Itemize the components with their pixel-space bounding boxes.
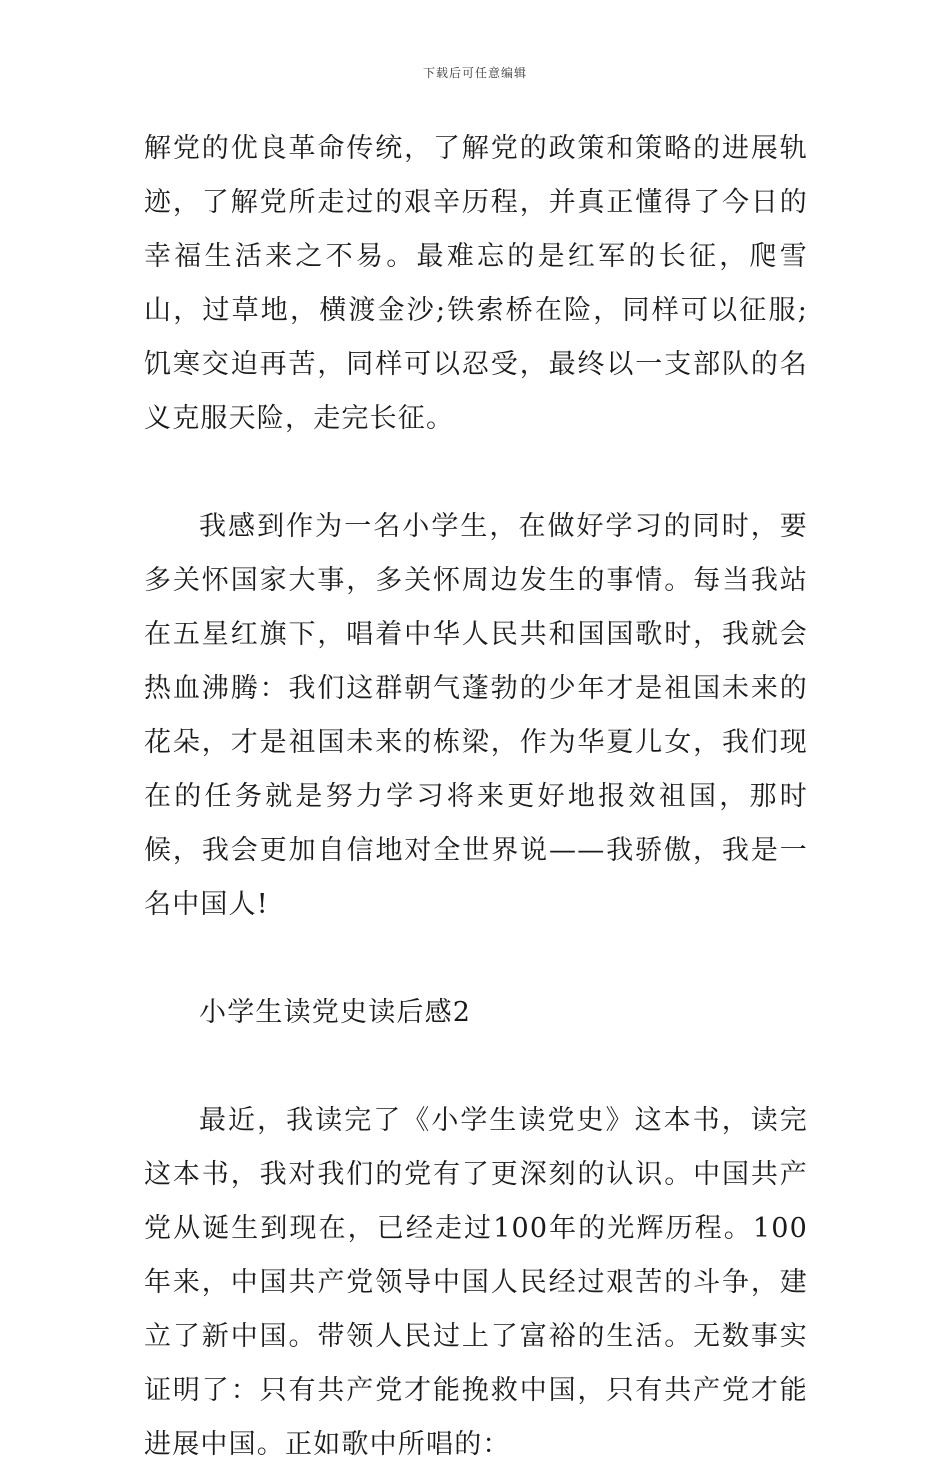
paragraph-student-reflection: 我感到作为一名小学生，在做好学习的同时，要多关怀国家大事，多关怀周边发生的事情。每当我站在五星红旗下，唱着中华人民共和国国歌时，我就会热血沸腾：我们这群朝气蓬勃的少年才是祖国未来的花朵，才是祖国未来的栋梁，作为华夏儿女，我们现在的任务就是努力学习将来更好地报效祖国，那时候，我会更加自信地对全世界说——我骄傲，我是一名中国人! (144, 511, 808, 920)
paragraph-spacer (144, 446, 808, 500)
header-note: 下载后可任意编辑 (422, 66, 527, 80)
paragraph-spacer (144, 932, 808, 986)
paragraph-spacer (144, 1040, 808, 1094)
document-body (144, 122, 808, 1472)
paragraph-reading-party-history: 最近，我读完了《小学生读党史》这本书，读完这本书，我对我们的党有了更深刻的认识。中国共产党从诞生到现在，已经走过100年的光辉历程。100年来，中国共产党领导中国人民经过艰苦的斗争，建立了新中国。带领人民过上了富裕的生活。无数事实证明了：只有共产党才能挽救中国，只有共产党才能进展中国。正如歌中所唱的： (144, 1105, 808, 1460)
paragraph-continuation: 解党的优良革命传统，了解党的政策和策略的进展轨迹，了解党所走过的艰辛历程，并真正懂得了今日的幸福生活来之不易。最难忘的是红军的长征，爬雪山，过草地，横渡金沙;铁索桥在险，同样可以征服;饥寒交迫再苦，同样可以忍受，最终以一支部队的名义克服天险，走完长征。 (144, 133, 808, 434)
section-heading: 小学生读党史读后感2 (199, 997, 472, 1028)
